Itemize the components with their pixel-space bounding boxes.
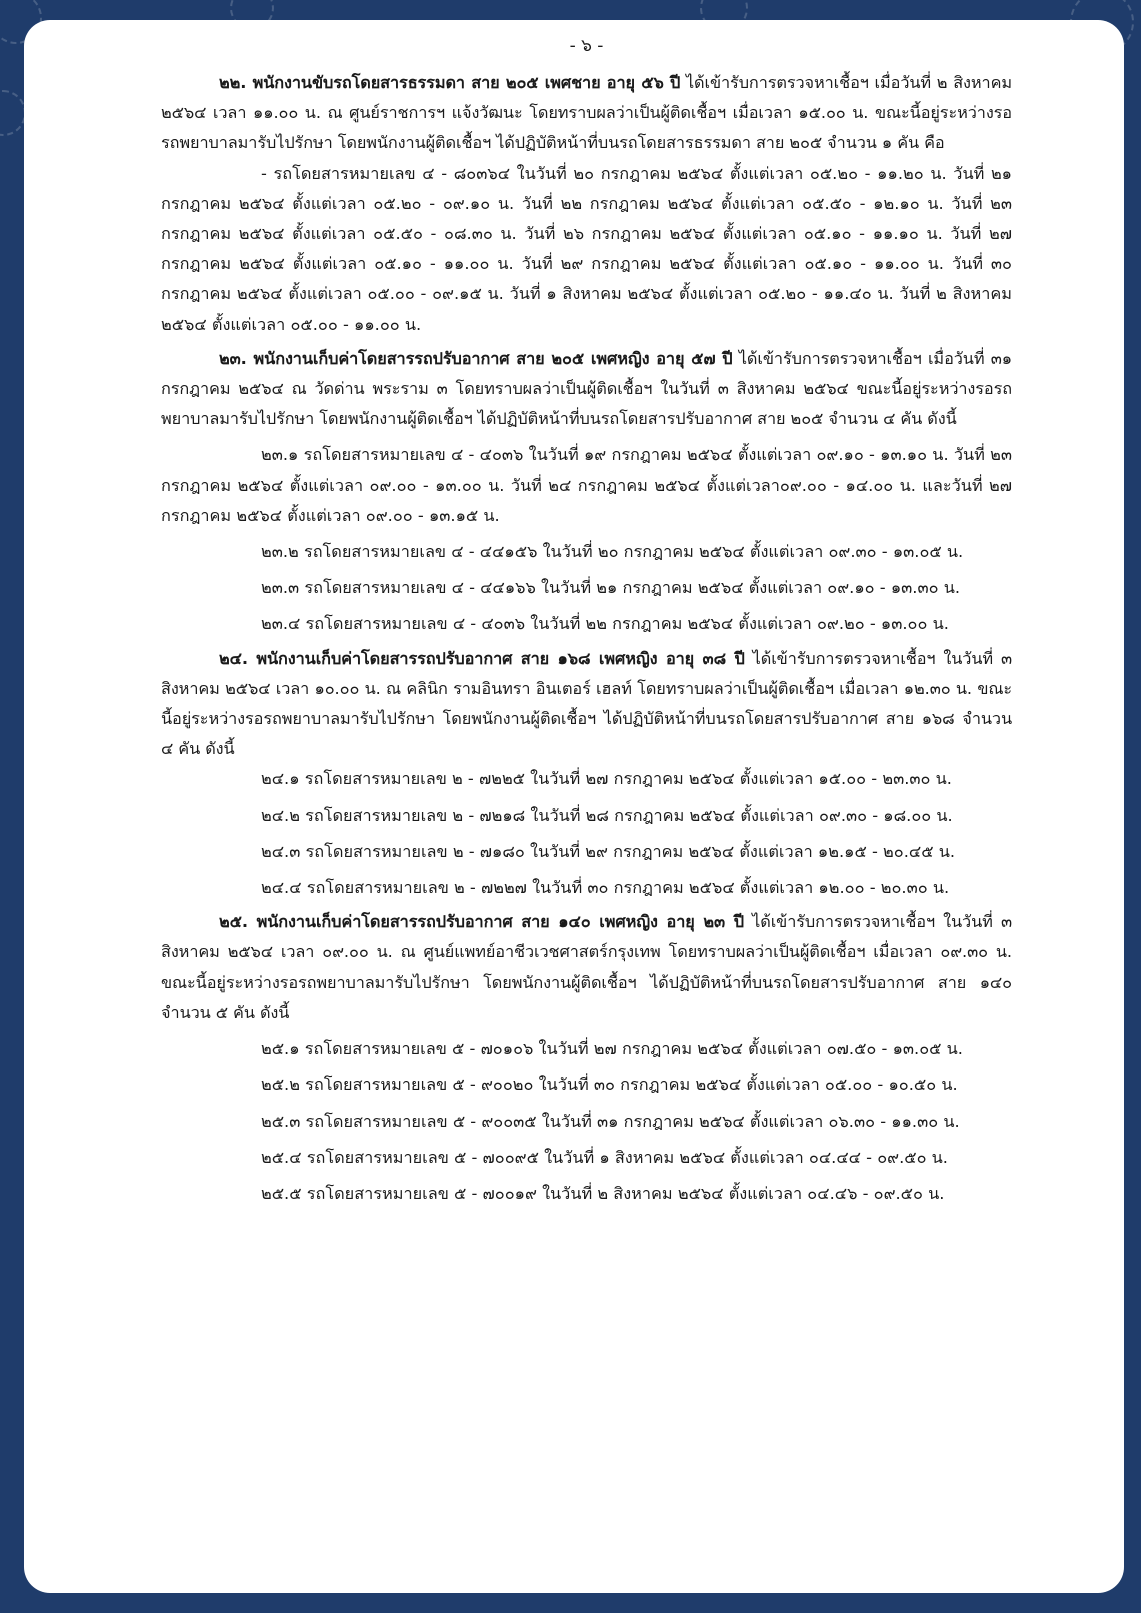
case-section [161, 68, 1012, 340]
case-body: ได้เข้ารับการตรวจหาเชื้อฯ ในวันที่ ๓ สิงหาคม ๒๕๖๔ เวลา ๑๐.๐๐ น. ณ คลินิก รามอินทรา อินเตอร์ เฮลท์ โดยทราบผลว่าเป็นผู้ติดเชื้อฯ เมื่อเวลา ๑๒.๓๐ น. ขณะนี้อยู่ระหว่างรอรถพยาบาลมารับไปรักษา โดยพนักงานผู้ติดเชื้อฯ ได้ปฏิบัติหน้าที่บนรถโดยสารปรับอากาศ สาย ๑๖๘ จำนวน ๔ คัน ดังนี้ [161, 648, 1012, 759]
bus-item: ๒๓.๒ รถโดยสารหมายเลข ๔ - ๔๔๑๕๖ ในวันที่ ๒๐ กรกฎาคม ๒๕๖๔ ตั้งแต่เวลา ๐๙.๓๐ - ๑๓.๐๕ น. [261, 542, 964, 562]
virus-pattern-icon [0, 90, 26, 136]
page-number: - ๖ - [569, 36, 604, 56]
bus-item: ๒๔.๔ รถโดยสารหมายเลข ๒ - ๗๒๒๗ ในวันที่ ๓๐ กรกฎาคม ๒๕๖๔ ตั้งแต่เวลา ๑๒.๐๐ - ๒๐.๓๐ น. [261, 878, 950, 898]
bus-item: ๒๓.๓ รถโดยสารหมายเลข ๔ - ๔๔๑๖๖ ในวันที่ ๒๑ กรกฎาคม ๒๕๖๔ ตั้งแต่เวลา ๐๙.๑๐ - ๑๓.๓๐ น. [261, 578, 961, 598]
document-page [24, 20, 1124, 1593]
bus-item-text: - รถโดยสารหมายเลข ๔ - ๘๐๓๖๔ ในวันที่ ๒๐ กรกฎาคม ๒๕๖๔ ตั้งแต่เวลา ๐๕.๒๐ - ๑๑.๒๐ น. [261, 163, 947, 183]
bus-item: ๒๕.๒ รถโดยสารหมายเลข ๕ - ๙๐๐๒๐ ในวันที่ ๓๐ กรกฎาคม ๒๕๖๔ ตั้งแต่เวลา ๐๕.๐๐ - ๑๐.๕๐ น. [261, 1075, 958, 1095]
case-body: ได้เข้ารับการตรวจหาเชื้อฯ ในวันที่ ๓ สิงหาคม ๒๕๖๔ เวลา ๐๙.๐๐ น. ณ ศูนย์แพทย์อาชีวเวชศาสตร์กรุงเทพ โดยทราบผลว่าเป็นผู้ติดเชื้อฯ เมื่อเวลา ๐๙.๓๐ น. ขณะนี้อยู่ระหว่างรอรถพยาบาลมารับไปรักษา โดยพนักงานผู้ติดเชื้อฯ ได้ปฏิบัติหน้าที่บนรถโดยสารปรับอากาศ สาย ๑๔๐ จำนวน ๕ คัน ดังนี้ [161, 912, 1012, 1022]
bus-item: ๒๔.๓ รถโดยสารหมายเลข ๒ - ๗๑๘๐ ในวันที่ ๒๙ กรกฎาคม ๒๕๖๔ ตั้งแต่เวลา ๑๒.๑๕ - ๒๐.๔๕ น. [261, 841, 956, 861]
case-heading: ๒๔. พนักงานเก็บค่าโดยสารรถปรับอากาศ สาย ๑๖๘ เพศหญิง อายุ ๓๘ ปี [219, 648, 745, 668]
case-paragraph [161, 907, 1012, 1028]
bus-item-continuation: วันที่ ๒๓ กรกฎาคม ๒๕๖๔ ตั้งแต่เวลา ๐๙.๐๐ - ๑๓.๐๐ น. วันที่ ๒๔ กรกฎาคม ๒๕๖๔ ตั้งแต่เวลา๐๙.๐๐ - ๑๔.๐๐ น. และวันที่ ๒๗ กรกฎาคม ๒๕๖๔ ตั้งแต่เวลา ๐๙.๐๐ - ๑๓.๑๕ น. [161, 445, 1012, 525]
bus-item-continuation: วันที่ ๒๑ กรกฎาคม ๒๕๖๔ ตั้งแต่เวลา ๐๕.๒๐ - ๐๙.๑๐ น. วันที่ ๒๒ กรกฎาคม ๒๕๖๔ ตั้งแต่เวลา ๐๕.๕๐ - ๑๒.๑๐ น. วันที่ ๒๓ กรกฎาคม ๒๕๖๔ ตั้งแต่เวลา ๐๕.๕๐ - ๐๘.๓๐ น. วันที่ ๒๖ กรกฎาคม ๒๕๖๔ ตั้งแต่เวลา ๐๕.๑๐ - ๑๑.๑๐ น. วันที่ ๒๗ กรกฎาคม ๒๕๖๔ ตั้งแต่เวลา ๐๕.๑๐ - ๑๑.๐๐ น. วันที่ ๒๙ กรกฎาคม ๒๕๖๔ ตั้งแต่เวลา ๐๕.๑๐ - ๑๑.๐๐ น. วันที่ ๓๐ กรกฎาคม ๒๕๖๔ ตั้งแต่เวลา ๐๕.๐๐ - ๐๙.๑๕ น. วันที่ ๑ สิงหาคม ๒๕๖๔ ตั้งแต่เวลา ๐๕.๒๐ - ๑๑.๔๐ น. วันที่ ๒ สิงหาคม ๒๕๖๔ ตั้งแต่เวลา ๐๕.๐๐ - ๑๑.๐๐ น. [161, 163, 1013, 334]
case-heading: ๒๕. พนักงานเก็บค่าโดยสารรถปรับอากาศ สาย ๑๔๐ เพศหญิง อายุ ๒๓ ปี [219, 912, 744, 932]
case-section [161, 344, 1012, 640]
case-paragraph [161, 644, 1012, 765]
case-body: ได้เข้ารับการตรวจหาเชื้อฯ เมื่อวันที่ ๒ สิงหาคม ๒๕๖๔ เวลา ๑๑.๐๐ น. ณ ศูนย์ราชการฯ แจ้งวัฒนะ โดยทราบผลว่าเป็นผู้ติดเชื้อฯ เมื่อเวลา ๑๕.๐๐ น. ขณะนี้อยู่ระหว่างรอรถพยาบาลมารับไปรักษา โดยพนักงานผู้ติดเชื้อฯ ได้ปฏิบัติหน้าที่บนรถโดยสารธรรมดา สาย ๒๐๕ จำนวน ๑ คัน คือ [161, 73, 1012, 153]
bus-item: ๒๕.๕ รถโดยสารหมายเลข ๕ - ๗๐๐๑๙ ในวันที่ ๒ สิงหาคม ๒๕๖๔ ตั้งแต่เวลา ๐๔.๔๖ - ๐๙.๕๐ น. [261, 1183, 945, 1203]
bus-item: ๒๕.๓ รถโดยสารหมายเลข ๕ - ๙๐๐๓๕ ในวันที่ ๓๑ กรกฎาคม ๒๕๖๔ ตั้งแต่เวลา ๐๖.๓๐ - ๑๑.๓๐ น. [261, 1111, 960, 1131]
bus-item: ๒๔.๑ รถโดยสารหมายเลข ๒ - ๗๒๒๕ ในวันที่ ๒๗ กรกฎาคม ๒๕๖๔ ตั้งแต่เวลา ๑๕.๐๐ - ๒๓.๓๐ น. [261, 769, 952, 789]
bus-item: ๒๓.๔ รถโดยสารหมายเลข ๔ - ๔๐๓๖ ในวันที่ ๒๒ กรกฎาคม ๒๕๖๔ ตั้งแต่เวลา ๐๙.๒๐ - ๑๓.๐๐ น. [261, 614, 949, 634]
bus-item [161, 159, 1012, 340]
bus-item-text: ๒๓.๑ รถโดยสารหมายเลข ๔ - ๔๐๓๖ ในวันที่ ๑๙ กรกฎาคม ๒๕๖๔ ตั้งแต่เวลา ๐๙.๑๐ - ๑๓.๑๐ น. [261, 445, 949, 465]
case-paragraph [161, 344, 1012, 435]
bus-item: ๒๕.๔ รถโดยสารหมายเลข ๕ - ๗๐๐๙๕ ในวันที่ ๑ สิงหาคม ๒๕๖๔ ตั้งแต่เวลา ๐๔.๔๔ - ๐๙.๕๐ น. [261, 1147, 948, 1167]
case-section [161, 907, 1012, 1209]
case-section [161, 644, 1012, 904]
case-body: ได้เข้ารับการตรวจหาเชื้อฯ เมื่อวันที่ ๓๑ กรกฎาคม ๒๕๖๔ ณ วัดด่าน พระราม ๓ โดยทราบผลว่าเป็นผู้ติดเชื้อฯ ในวันที่ ๓ สิงหาคม ๒๕๖๔ ขณะนี้อยู่ระหว่างรอรถพยาบาลมารับไปรักษา โดยพนักงานผู้ติดเชื้อฯ ได้ปฏิบัติหน้าที่บนรถโดยสารปรับอากาศ สาย ๒๐๕ จำนวน ๔ คัน ดังนี้ [161, 348, 1012, 429]
bus-item [161, 440, 1012, 531]
case-heading: ๒๒. พนักงานขับรถโดยสารธรรมดา สาย ๒๐๕ เพศชาย อายุ ๕๖ ปี [219, 73, 681, 92]
case-paragraph [161, 68, 1012, 159]
bus-item: ๒๕.๑ รถโดยสารหมายเลข ๕ - ๗๐๑๐๖ ในวันที่ ๒๗ กรกฎาคม ๒๕๖๔ ตั้งแต่เวลา ๐๗.๕๐ - ๑๓.๐๕ น. [261, 1039, 963, 1059]
case-heading: ๒๓. พนักงานเก็บค่าโดยสารรถปรับอากาศ สาย ๒๐๕ เพศหญิง อายุ ๕๗ ปี [219, 348, 733, 368]
bus-item: ๒๔.๒ รถโดยสารหมายเลข ๒ - ๗๒๑๘ ในวันที่ ๒๘ กรกฎาคม ๒๕๖๔ ตั้งแต่เวลา ๐๙.๓๐ - ๑๘.๐๐ น. [261, 805, 953, 825]
